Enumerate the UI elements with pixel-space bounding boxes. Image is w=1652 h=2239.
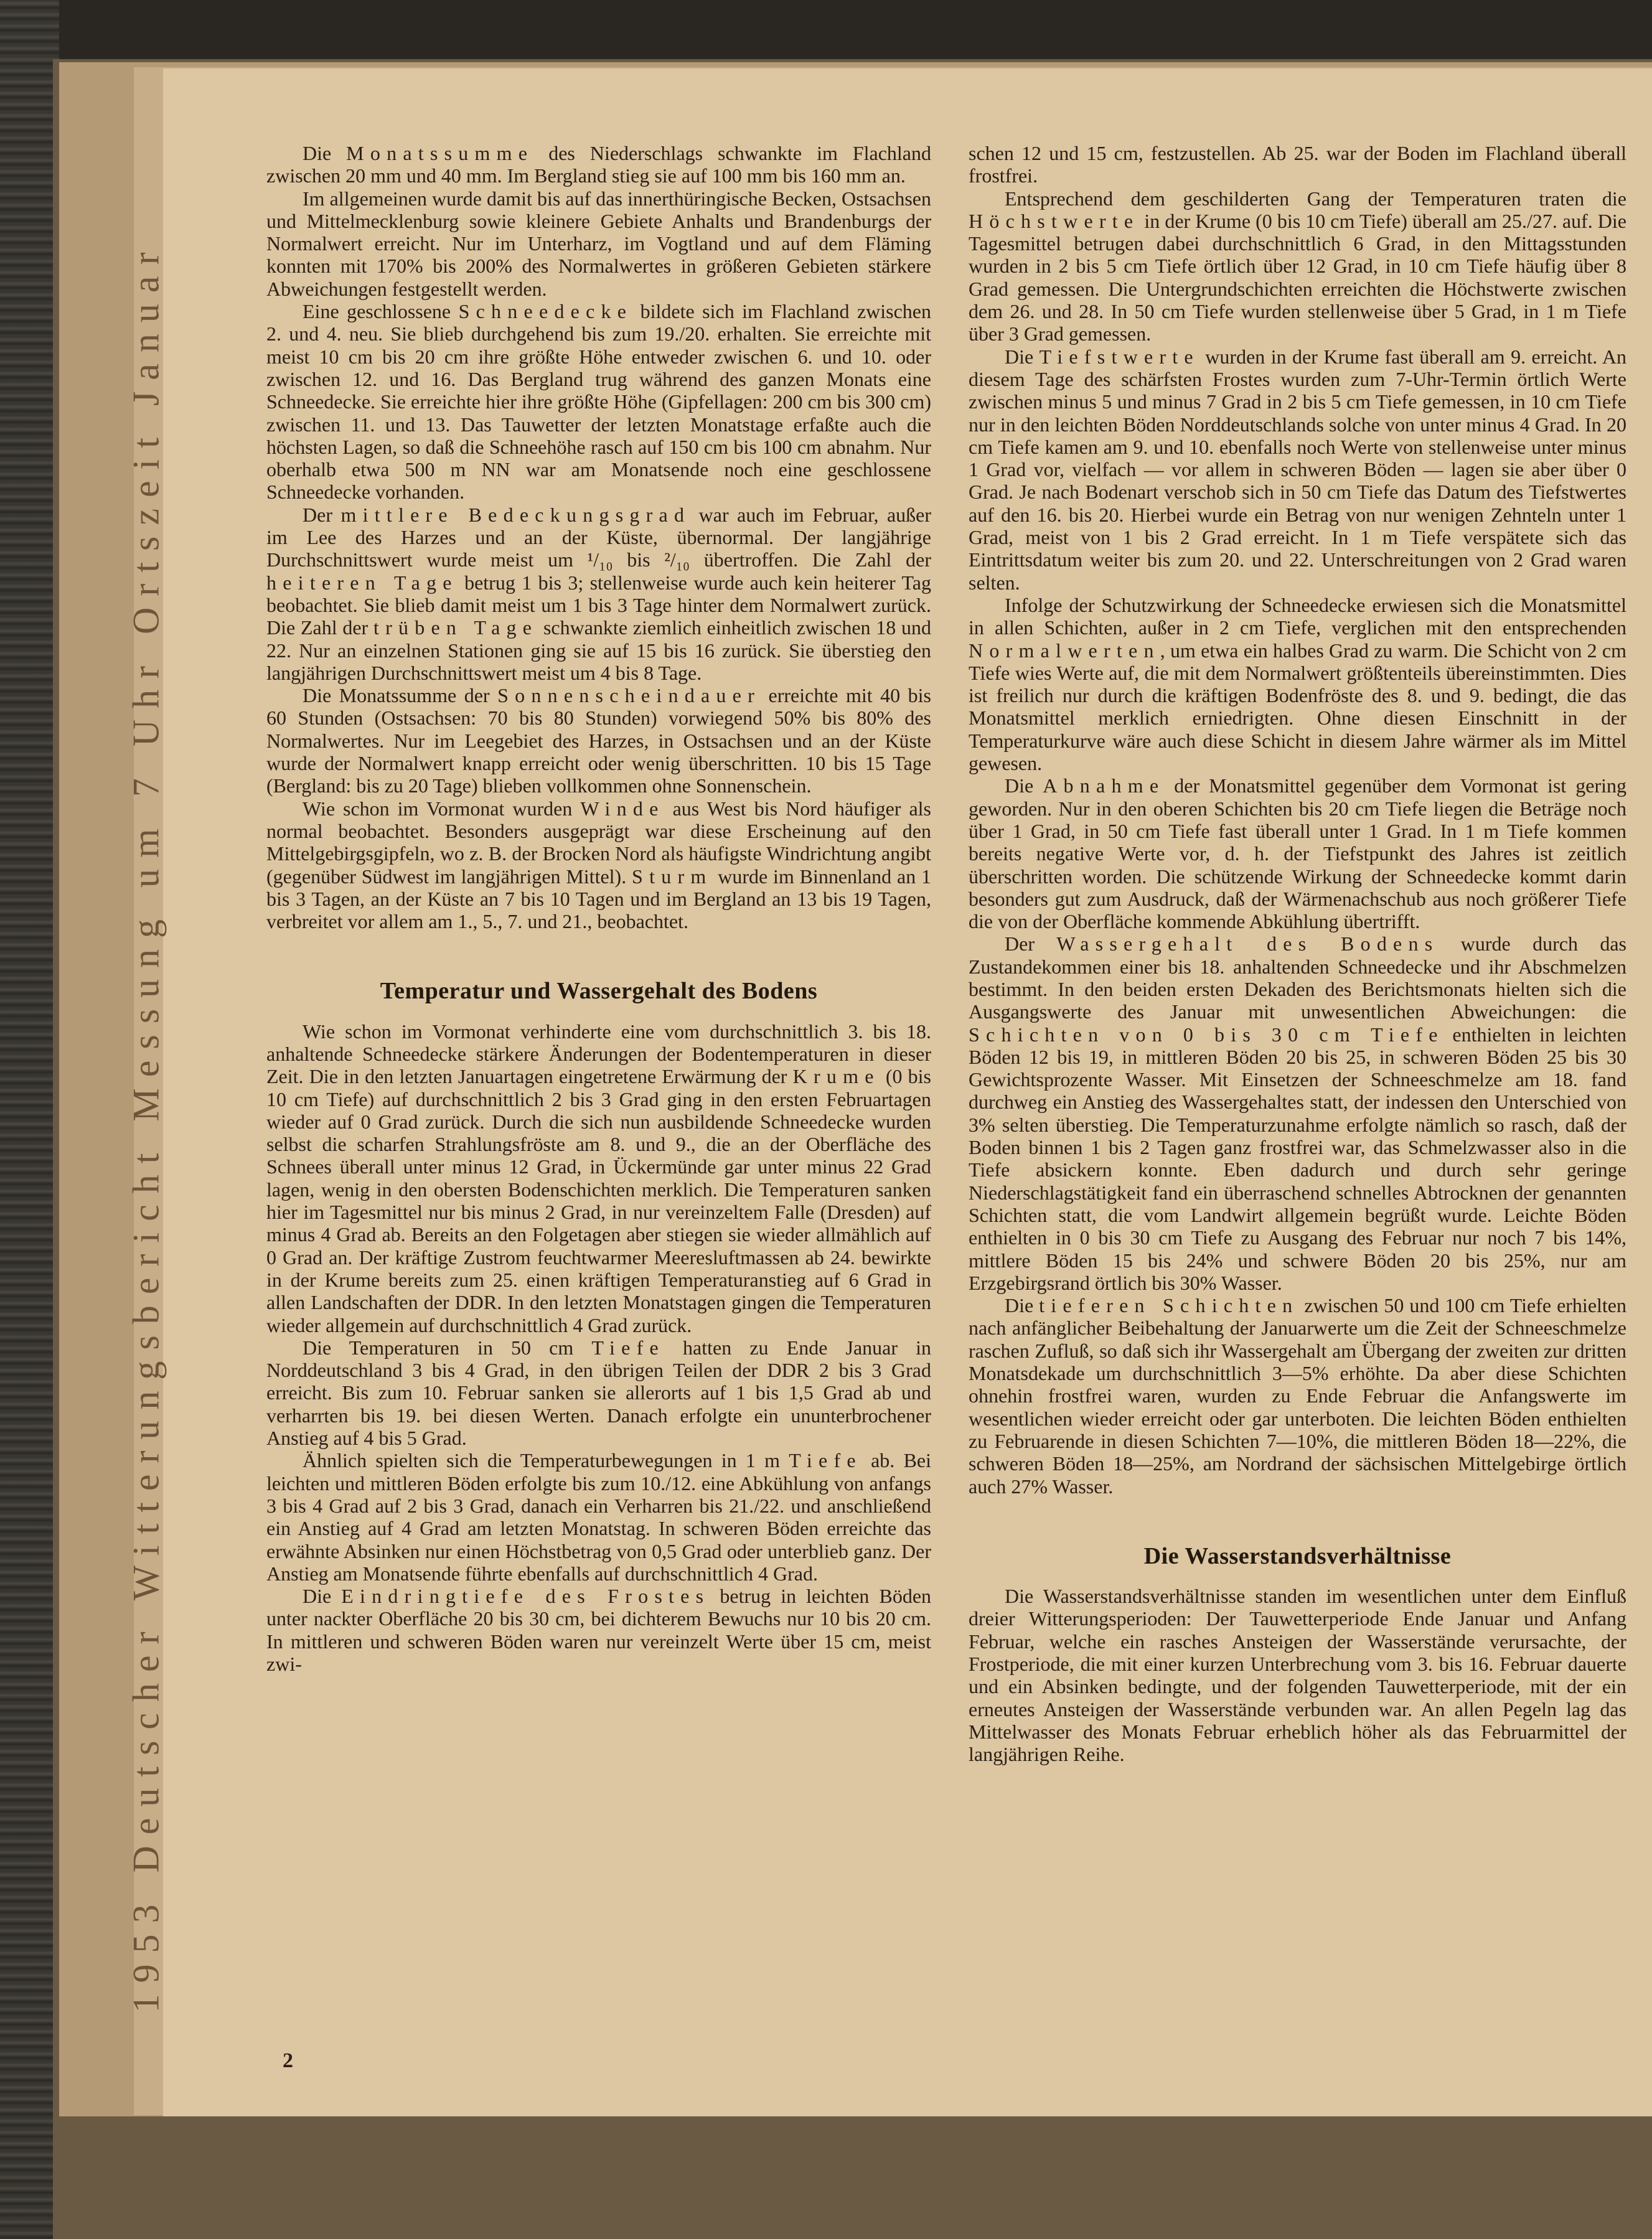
- section-heading-wasserstand: Die Wasserstandsverhältnisse: [1143, 1542, 1452, 1569]
- paragraph-winde: Wie schon im Vormonat wurden Winde aus West bis Nord häufiger als normal beobachtet. Besonders ausgeprägt war diese Erscheinung auf den Mittelgebirgsgipfeln, wo z. B. der Brocken Nord als häufigste Windrichtung angibt (gegenüber Südwest im langjährigen Mittel). Sturm wurde im Binnenland an 1 bis 3 Tagen, an der Küste an 7 bis 10 Tagen und im Bergland an 13 bis 19 Tagen, verbreitet vor allem am 1., 5., 7. und 21., beobachtet.: [266, 797, 932, 933]
- paragraph-bedeckungsgrad: Der mittlere Bedeckungsgrad war auch im Februar, außer im Lee des Harzes und an der Küste, übernormal. Der langjährige Durchschnittswert wurde meist um ¹/₁₀ bis ²/₁₀ übertroffen. Die Zahl der heiteren Tage betrug 1 bis 3; stellenweise wurde auch kein heiterer Tag beobachtet. Sie blieb damit meist um 1 bis 3 Tage hinter dem Normalwert zurück. Die Zahl der trüben Tage schwankte ziemlich einheitlich zwischen 18 und 22. Nur an einzelnen Stationen ging sie auf 15 bis 16 zurück. Sie überstieg den langjährigen Durchschnittswert meist um 4 bis 8 Tage.: [266, 503, 932, 684]
- right-column: [969, 142, 1626, 1765]
- paragraph-50cm-tiefe: Die Temperaturen in 50 cm Tiefe hatten zu Ende Januar in Norddeutschland 3 bis 4 Grad, in den übrigen Teilen der DDR 2 bis 3 Grad erreicht. Bis zum 10. Februar sanken sie allerorts auf 1 bis 1,5 Grad ab und verharrten bis 19. bei diesen Werten. Danach erfolgte ein ununterbrochener Anstieg auf 4 bis 5 Grad.: [266, 1336, 932, 1450]
- paragraph-niederschlag: Die Monatssumme des Niederschlags schwankte im Flachland zwischen 20 mm und 40 mm. Im Bergland stieg sie auf 100 mm bis 160 mm an.: [266, 142, 932, 187]
- paragraph-frostfrei: schen 12 und 15 cm, festzustellen. Ab 25. war der Boden im Flachland überall frostfrei.: [969, 142, 1626, 187]
- sidebar-text: 1953 Deutscher Witterungsbericht Messung um 7 Uhr Ortszeit Januar: [125, 240, 167, 2013]
- paragraph-wassergehalt: Der Wassergehalt des Bodens wurde durch das Zustandekommen einer bis 18. anhaltenden Schneedecke und ihr Abschmelzen bestimmt. In den beiden ersten Dekaden des Berichtsmonats hielten sich die Ausgangswerte des Januar mit unwesentlichen Abweichungen: die Schichten von 0 bis 30 cm Tiefe enthielten in leichten Böden 12 bis 19, in mittleren Böden 20 bis 25, in schweren Böden 25 bis 30 Gewichtsprozente Wasser. Mit Einsetzen der Schneeschmelze am 18. fand durchweg ein Anstieg des Wassergehaltes statt, der indessen den Unterschied von 3% selten überstieg. Die Temperaturzunahme erfolgte nämlich so rasch, daß der Boden binnen 1 bis 2 Tagen ganz frostfrei war, das Schmelzwasser also in die Tiefe absickern konnte. Eben dadurch und durch sehr geringe Niederschlagstätigkeit fand ein überraschend schnelles Abtrocknen der genannten Schichten statt, die vom Landwirt allgemein begrüßt wurde. Leichte Böden enthielten in 0 bis 30 cm Tiefe zu Ausgang des Februar nur noch 7 bis 14%, mittlere Böden 15 bis 24% und schwere Böden 20 bis 25%, nur am Erzgebirgsrand örtlich bis 30% Wasser.: [969, 932, 1626, 1294]
- paragraph-wasserstand: Die Wasserstandsverhältnisse standen im wesentlichen unter dem Einfluß dreier Witterungsperioden: Der Tauwetterperiode Ende Januar und Anfang Februar, welche ein rasches Ansteigen der Wasserstände verursachte, der Frostperiode, die mit einer kurzen Unterbrechung vom 3. bis 16. Februar dauerte und ein Absinken bedingte, und der folgenden Tauwetterperiode, mit der ein erneutes Ansteigen der Wasserstände verbunden war. An allen Pegeln lag das Mittelwasser des Monats Februar erheblich höher als das Februarmittel der langjährigen Reihe.: [969, 1585, 1626, 1766]
- paragraph-schneedecke: Eine geschlossene Schneedecke bildete sich im Flachland zwischen 2. und 4. neu. Sie blieb durchgehend bis zum 19./20. erhalten. Sie erreichte mit meist 10 cm bis 20 cm ihre größte Höhe entweder zwischen 6. und 10. oder zwischen 12. und 16. Das Bergland trug während des ganzen Monats eine Schneedecke. Sie erreichte hier ihre größte Höhe (Gipfellagen: 200 cm bis 300 cm) zwischen 11. und 13. Das Tauwetter der letzten Monatstage erfaßte auch die höchsten Lagen, so daß die Schneehöhe rasch auf 150 cm bis 100 cm abnahm. Nur oberhalb etwa 500 m NN war am Monatsende noch eine geschlossene Schneedecke vorhanden.: [266, 300, 932, 504]
- paragraph-tiefstwerte: Die Tiefstwerte wurden in der Krume fast überall am 9. erreicht. An diesem Tage des schärfsten Frostes wurden zum 7-Uhr-Termin örtlich Werte zwischen minus 5 und minus 7 Grad in 2 bis 5 cm Tiefe gemessen, in 10 cm Tiefe nur in den leichten Böden Norddeutschlands solche von unter minus 4 Grad. In 20 cm Tiefe kamen am 9. und 10. ebenfalls noch Werte von stellenweise unter minus 1 Grad vor, vielfach — vor allem in schweren Böden — lagen sie aber über 0 Grad. Je nach Bodenart verschob sich in 50 cm Tiefe das Datum des Tiefstwertes auf den 16. bis 20. Hierbei wurde ein Betrag von nur wenigen Zehnteln unter 1 Grad, meist von 1 bis 2 Grad erreicht. In 1 m Tiefe verspätete sich das Eintrittsdatum weiter bis zum 20. und 22. Unterschreitungen von 2 Grad waren selten.: [969, 345, 1626, 594]
- paragraph-eindringtiefe: Die Eindringtiefe des Frostes betrug in leichten Böden unter nackter Oberfläche 20 bis 30 cm, bei dichterem Bewuchs nur 10 bis 20 cm. In mittleren und schweren Böden waren nur vereinzelt Werte über 15 cm, meist zwi-: [266, 1585, 932, 1675]
- paragraph-schutzwirkung: Infolge der Schutzwirkung der Schneedecke erwiesen sich die Monatsmittel in allen Schichten, außer in 2 cm Tiefe, verglichen mit den entsprechenden Normalwerten, um etwa ein halbes Grad zu warm. Die Schicht von 2 cm Tiefe wies Werte auf, die mit dem Normalwert größtenteils übereinstimmten. Dies ist freilich nur durch die kräftigen Bodenfröste des 8. und 9. bedingt, die das Monatsmittel merklich erniedrigten. Ohne diesen Einschnitt in der Temperaturkurve wäre auch diese Schicht in diesem Jahre wärmer als im Mittel gewesen.: [969, 593, 1626, 775]
- binder-spine: [0, 0, 59, 2239]
- paragraph-hoechstwerte: Entsprechend dem geschilderten Gang der Temperaturen traten die Höchstwerte in der Krume (0 bis 10 cm Tiefe) überall am 25./27. auf. Die Tagesmittel betrugen dabei durchschnittlich 6 Grad, in den Mittagsstunden wurden in 2 bis 5 cm Tiefe örtlich über 12 Grad, in 10 cm Tiefe häufig über 8 Grad gemessen. Die Untergrundschichten erreichten die Höchstwerte zwischen dem 26. und 28. In 50 cm Tiefe wurden stellenweise über 5 Grad, in 1 m Tiefe über 3 Grad gemessen.: [969, 187, 1626, 345]
- section-heading-temperatur: Temperatur und Wassergehalt des Bodens: [380, 978, 818, 1005]
- paragraph-sonnenschein: Die Monatssumme der Sonnenscheindauer erreichte mit 40 bis 60 Stunden (Ostsachsen: 70 bis 80 Stunden) vorwiegend 50% bis 80% des Normalwertes. Nur im Leegebiet des Harzes, in Ostsachsen und an der Küste wurde der Normalwert knapp erreicht oder wenig überschritten. 10 bis 15 Tage (Bergland: bis zu 20 Tage) blieben vollkommen ohne Sonnenschein.: [266, 684, 932, 797]
- paragraph-1m-tiefe: Ähnlich spielten sich die Temperaturbewegungen in 1 m Tiefe ab. Bei leichten und mittleren Böden erfolgte bis zum 10./12. eine Abkühlung von anfangs 3 bis 4 Grad auf 2 bis 3 Grad, danach ein Verharren bis 21./22. und anschließend ein Anstieg auf 4 Grad am letzten Monatstag. In schweren Böden erreichte das erwähnte Absinken nur einen Höchstbetrag von 0,5 Grad oder unterblieb ganz. Der Anstieg am Monatsende führte ebenfalls auf durchschnittlich 4 Grad.: [266, 1449, 931, 1585]
- paragraph-normalwert: Im allgemeinen wurde damit bis auf das innerthüringische Becken, Ostsachsen und Mittelmecklenburg sowie kleinere Gebiete Anhalts und Brandenburgs der Normalwert erreicht. Nur im Unterharz, im Vogtland und auf dem Fläming konnten mit 170% bis 200% des Normalwertes in größeren Gebieten stärkere Abweichungen festgestellt werden.: [266, 187, 931, 300]
- running-sidebar: [112, 121, 181, 2132]
- paragraph-tiefere-schichten: Die tieferen Schichten zwischen 50 und 100 cm Tiefe erhielten nach anfänglicher Beibehaltung der Januarwerte um die Zeit der Schneeschmelze raschen Zufluß, so daß sich ihr Wassergehalt am Übergang der zweiten zur dritten Monatsdekade um durchschnittlich 3—5% erhöhte. Da aber diese Schichten ohnehin frostfrei waren, wurden zu Ende Februar die Anfangswerte im wesentlichen wieder erreicht oder gar unterboten. Die leichten Böden enthielten zu Februarende in diesen Schichten 7—10%, die mittleren Böden 18—22%, die schweren Böden 18—25%, am Nordrand der sächsischen Mittelgebirge örtlich auch 27% Wasser.: [969, 1294, 1627, 1498]
- page-number: 2: [283, 2049, 293, 2072]
- paragraph-krume: Wie schon im Vormonat verhinderte eine vom durchschnittlich 3. bis 18. anhaltende Schneedecke stärkere Änderungen der Bodentemperaturen in dieser Zeit. Die in den letzten Januartagen eingetretene Erwärmung der Krume (0 bis 10 cm Tiefe) auf durchschnittlich 2 bis 3 Grad ging in den ersten Februartagen wieder auf 0 Grad zurück. Durch die sich nun ausbildende Schneedecke wurden selbst die scharfen Strahlungsfröste am 8. und 9., die an der Oberfläche des Schnees überall unter minus 12 Grad, in Ückermünde gar unter minus 22 Grad lagen, wenig in den obersten Bodenschichten merklich. Die Temperaturen sanken hier im Tagesmittel nur bis minus 2 Grad, in nur vereinzeltem Falle (Dresden) auf minus 4 Grad ab. Bereits an den Folgetagen aber stiegen sie wieder allmählich auf 0 Grad an. Der kräftige Zustrom feuchtwarmer Meeresluftmassen ab 24. bewirkte in der Krume bereits zum 25. einen kräftigen Temperaturanstieg auf 6 Grad in allen Landschaften der DDR. In den letzten Monatstagen gingen die Temperaturen wieder allgemein auf durchschnittlich 4 Grad zurück.: [266, 1020, 932, 1336]
- paragraph-abnahme: Die Abnahme der Monatsmittel gegenüber dem Vormonat ist gering geworden. Nur in den oberen Schichten bis 20 cm Tiefe liegen die Beträge noch über 1 Grad, in 50 cm Tiefe fast überall unter 1 Grad. In 1 m Tiefe kommen bereits negative Werte vor, d. h. der Tiefstpunkt des Jahres ist zeitlich überschritten worden. Die schützende Wirkung der Schneedecke kommt darin besonders gut zum Ausdruck, daß der Wärmenachschub aus noch größerer Tiefe die von der Oberfläche kommende Abkühlung übertrifft.: [969, 774, 1627, 933]
- left-column: [266, 142, 931, 1675]
